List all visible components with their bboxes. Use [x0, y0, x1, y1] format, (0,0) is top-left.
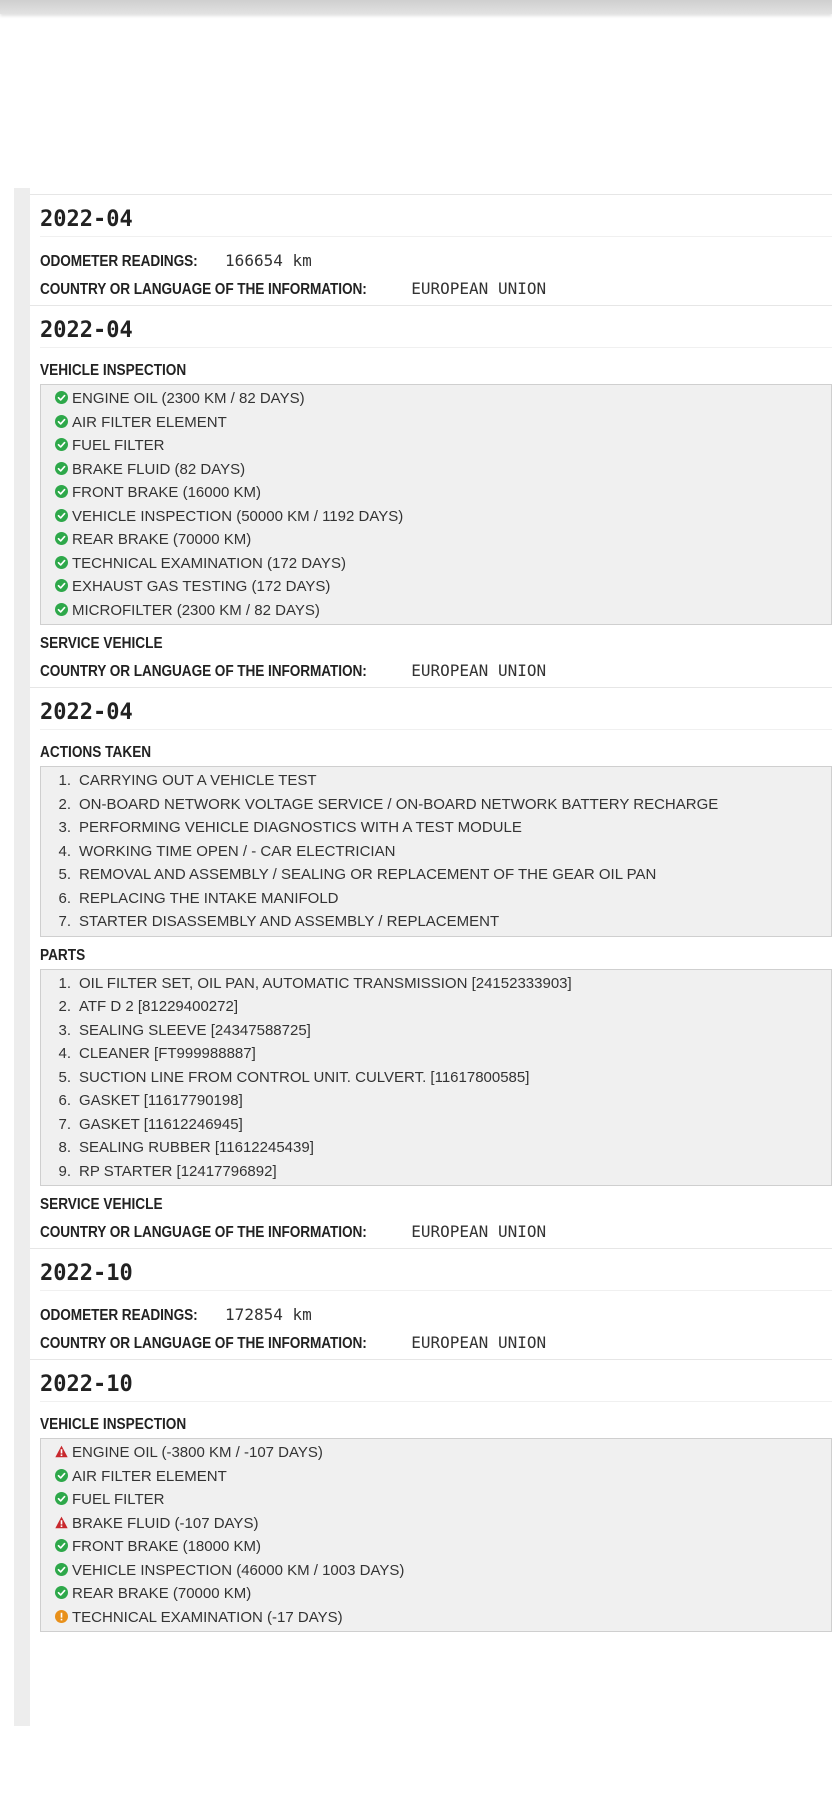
part-item [41, 1160, 831, 1184]
part-item-text: SEALING RUBBER [11612245439] [79, 1139, 314, 1156]
parts-list [40, 969, 832, 1187]
list-number: 6. [58, 1092, 71, 1109]
odometer-reading-label: ODOMETER READINGS: [40, 1307, 198, 1324]
action-item [41, 863, 831, 887]
part-item [41, 1066, 831, 1090]
check-circle-icon [55, 600, 68, 613]
check-circle-icon [55, 529, 68, 542]
check-circle-icon [55, 506, 68, 519]
inspection-item [41, 528, 831, 552]
action-item [41, 910, 831, 934]
country-info-label-wrap [40, 1219, 411, 1247]
part-item-text: RP STARTER [12417796892] [79, 1162, 277, 1180]
check-circle-icon [55, 1536, 68, 1549]
exclamation-circle-icon [55, 1607, 68, 1620]
list-number: 7. [58, 1115, 71, 1133]
inspection-item-text: BRAKE FLUID (-107 DAYS) [72, 1514, 259, 1532]
inspection-item-text: BRAKE FLUID (82 DAYS) [72, 460, 246, 478]
check-circle-icon [55, 435, 68, 448]
part-item [41, 1136, 831, 1160]
actions-taken-title: ACTIONS TAKEN [40, 744, 152, 761]
inspection-list [40, 384, 832, 625]
odometer-reading-label-wrap [40, 248, 219, 276]
country-info-value: EUROPEAN UNION [411, 279, 547, 298]
inspection-item [41, 411, 831, 435]
service-vehicle-title: SERVICE VEHICLE [40, 1196, 163, 1213]
action-item [41, 793, 831, 817]
action-item [41, 816, 831, 840]
part-item-text: SEALING SLEEVE [24347588725] [79, 1021, 311, 1039]
check-circle-icon [55, 388, 68, 401]
country-info-value: EUROPEAN UNION [411, 1333, 547, 1352]
inspection-item [41, 1465, 831, 1489]
odometer-reading-value: 166654 km [225, 251, 312, 270]
inspection-item-text: MICROFILTER (2300 KM / 82 DAYS) [72, 601, 320, 619]
inspection-item-text: EXHAUST GAS TESTING (172 DAYS) [72, 578, 331, 595]
list-number: 9. [58, 1162, 71, 1180]
list-number: 4. [58, 842, 71, 860]
actions-list [40, 766, 832, 937]
history-record [30, 305, 832, 687]
action-item-text: WORKING TIME OPEN / - CAR ELECTRICIAN [79, 842, 396, 860]
country-info-label: COUNTRY OR LANGUAGE OF THE INFORMATION: [40, 1335, 367, 1352]
list-number: 5. [58, 866, 71, 883]
part-item-text: ATF D 2 [81229400272] [79, 998, 238, 1015]
part-item [41, 972, 831, 996]
inspection-item-text: FRONT BRAKE (16000 KM) [72, 484, 261, 501]
part-item-text: GASKET [11617790198] [79, 1092, 243, 1109]
inspection-item-text: TECHNICAL EXAMINATION (-17 DAYS) [72, 1608, 343, 1626]
country-info-label: COUNTRY OR LANGUAGE OF THE INFORMATION: [40, 281, 367, 298]
record-date: 2022-10 [40, 1249, 832, 1291]
part-item [41, 1089, 831, 1113]
list-number: 1. [58, 772, 71, 789]
action-item-text: PERFORMING VEHICLE DIAGNOSTICS WITH A TEST MODULE [79, 819, 522, 836]
part-item-text: CLEANER [FT999988887] [79, 1045, 256, 1062]
inspection-item-text: FRONT BRAKE (18000 KM) [72, 1538, 261, 1555]
inspection-item-text: ENGINE OIL (-3800 KM / -107 DAYS) [72, 1444, 323, 1461]
history-record [30, 1248, 832, 1359]
check-circle-icon [55, 553, 68, 566]
country-info-label-wrap [40, 658, 411, 686]
inspection-item-text: FUEL FILTER [72, 437, 165, 454]
odometer-reading-label: ODOMETER READINGS: [40, 253, 198, 270]
inspection-item-text: VEHICLE INSPECTION (50000 KM / 1192 DAYS) [72, 507, 404, 525]
list-number: 2. [58, 795, 71, 813]
check-circle-icon [55, 412, 68, 425]
part-item [41, 1019, 831, 1043]
history-record [30, 194, 832, 305]
record-date: 2022-04 [40, 195, 832, 237]
record-date: 2022-04 [40, 306, 832, 348]
inspection-item [41, 1441, 831, 1465]
odometer-reading-value: 172854 km [225, 1305, 312, 1324]
action-item-text: ON-BOARD NETWORK VOLTAGE SERVICE / ON-BOARD NETWORK BATTERY RECHARGE [79, 795, 719, 813]
inspection-item [41, 1488, 831, 1512]
service-history [30, 194, 832, 1640]
country-info-label: COUNTRY OR LANGUAGE OF THE INFORMATION: [40, 663, 367, 680]
service-vehicle-title: SERVICE VEHICLE [40, 635, 163, 652]
history-record [30, 1359, 832, 1640]
check-circle-icon [55, 459, 68, 472]
check-circle-icon [55, 1466, 68, 1479]
inspection-item-text: TECHNICAL EXAMINATION (172 DAYS) [72, 554, 346, 572]
part-item [41, 1042, 831, 1066]
inspection-item [41, 1512, 831, 1536]
list-number: 5. [58, 1068, 71, 1086]
part-item-text: GASKET [11612246945] [79, 1115, 243, 1133]
inspection-item-text: FUEL FILTER [72, 1491, 165, 1508]
record-date: 2022-10 [40, 1360, 832, 1402]
inspection-item [41, 1582, 831, 1606]
part-item-text: SUCTION LINE FROM CONTROL UNIT. CULVERT. [11617800585] [79, 1068, 530, 1086]
inspection-item-text: AIR FILTER ELEMENT [72, 413, 227, 431]
country-info-label: COUNTRY OR LANGUAGE OF THE INFORMATION: [40, 1224, 367, 1241]
country-info [40, 657, 832, 685]
list-number: 8. [58, 1139, 71, 1156]
inspection-item [41, 552, 831, 576]
country-info-value: EUROPEAN UNION [411, 661, 547, 680]
odometer-reading [40, 1301, 832, 1329]
vehicle-inspection-title: VEHICLE INSPECTION [40, 362, 187, 379]
odometer-reading-label-wrap [40, 1302, 219, 1330]
top-bar [0, 0, 832, 14]
inspection-item-text: VEHICLE INSPECTION (46000 KM / 1003 DAYS) [72, 1561, 405, 1579]
record-date: 2022-04 [40, 688, 832, 730]
inspection-item [41, 599, 831, 623]
action-item [41, 840, 831, 864]
check-circle-icon [55, 1489, 68, 1502]
part-item [41, 995, 831, 1019]
odometer-reading [40, 247, 832, 275]
inspection-item [41, 1535, 831, 1559]
action-item-text: CARRYING OUT A VEHICLE TEST [79, 772, 317, 789]
inspection-item [41, 481, 831, 505]
check-circle-icon [55, 482, 68, 495]
list-number: 2. [58, 998, 71, 1015]
inspection-item [41, 1559, 831, 1583]
inspection-item [41, 434, 831, 458]
list-number: 4. [58, 1045, 71, 1062]
country-info-value: EUROPEAN UNION [411, 1222, 547, 1241]
action-item-text: STARTER DISASSEMBLY AND ASSEMBLY / REPLACEMENT [79, 913, 500, 930]
inspection-item [41, 387, 831, 411]
warning-triangle-icon [55, 1442, 68, 1455]
list-number: 7. [58, 913, 71, 930]
country-info [40, 1329, 832, 1357]
country-info-label-wrap [40, 276, 411, 304]
action-item-text: REPLACING THE INTAKE MANIFOLD [79, 889, 339, 907]
inspection-item-text: REAR BRAKE (70000 KM) [72, 531, 252, 548]
list-number: 6. [58, 889, 71, 907]
inspection-item [41, 505, 831, 529]
action-item [41, 887, 831, 911]
part-item-text: OIL FILTER SET, OIL PAN, AUTOMATIC TRANSMISSION [24152333903] [79, 974, 572, 992]
part-item [41, 1113, 831, 1137]
check-circle-icon [55, 1560, 68, 1573]
parts-title: PARTS [40, 946, 86, 964]
inspection-item [41, 458, 831, 482]
action-item-text: REMOVAL AND ASSEMBLY / SEALING OR REPLACEMENT OF THE GEAR OIL PAN [79, 866, 657, 883]
country-info [40, 275, 832, 303]
country-info-label-wrap [40, 1330, 411, 1358]
vehicle-inspection-title: VEHICLE INSPECTION [40, 1416, 187, 1433]
list-number: 3. [58, 819, 71, 836]
check-circle-icon [55, 1583, 68, 1596]
list-number: 1. [58, 974, 71, 992]
inspection-item [41, 575, 831, 599]
inspection-item [41, 1606, 831, 1630]
left-rail [14, 188, 30, 1726]
inspection-item-text: ENGINE OIL (2300 KM / 82 DAYS) [72, 390, 305, 407]
warning-triangle-icon [55, 1513, 68, 1526]
action-item [41, 769, 831, 793]
inspection-item-text: AIR FILTER ELEMENT [72, 1467, 227, 1485]
inspection-item-text: REAR BRAKE (70000 KM) [72, 1585, 252, 1602]
list-number: 3. [58, 1021, 71, 1039]
history-record [30, 687, 832, 1248]
inspection-list [40, 1438, 832, 1632]
country-info [40, 1218, 832, 1246]
check-circle-icon [55, 576, 68, 589]
